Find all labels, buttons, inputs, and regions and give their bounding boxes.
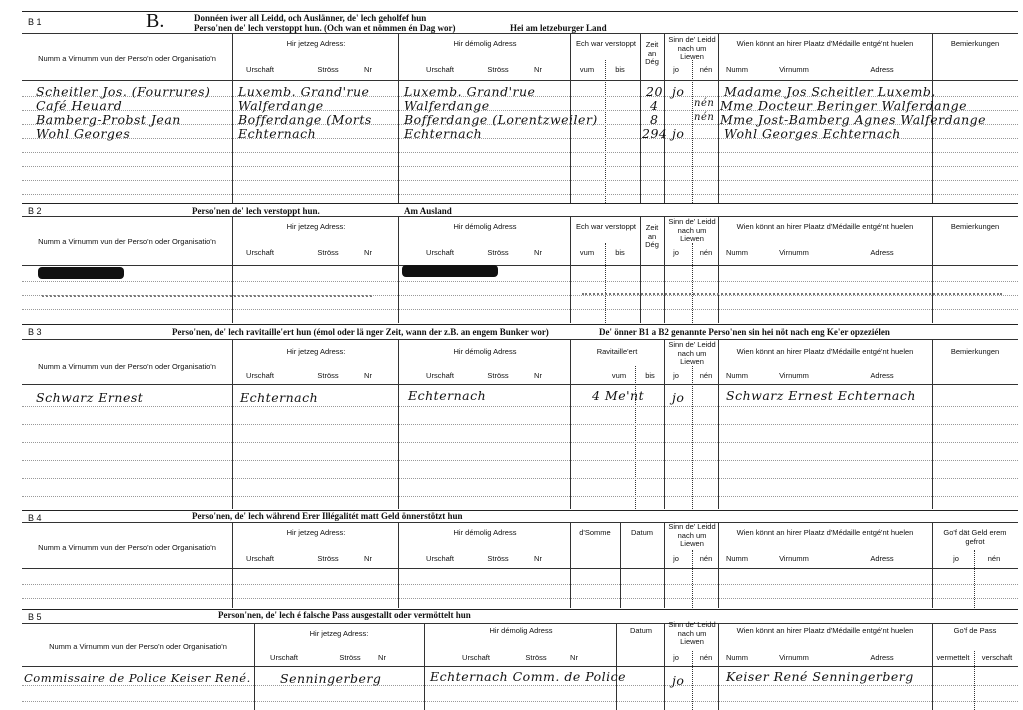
header-vum: vum [579,65,595,74]
header-bottom-line [22,80,1018,81]
header-old-address: Hir démolig Adress [453,347,517,356]
header-nen: nén [699,554,713,563]
days: 8 [650,112,659,127]
header-name: Numm a Virnumm vun der Perso'n oder Organisatio'n [38,237,216,246]
section-title: Perso'nen, de' lech während Erer Illégalitét matt Geld önnerstötzt hun [192,511,463,521]
section-side-title: Am Ausland [404,206,452,216]
days: 294 [642,126,668,141]
section-title: Donnéen iwer all Leidd, och Auslänner, de' lech geholfef hun [194,13,427,23]
header-nr: Nr [364,248,372,257]
header-stross: Ströss [317,371,339,380]
section-side-title: De' önner B1 a B2 genannte Perso'nen sin hei nöt nach eng Ke'er opzeziélen [599,327,890,337]
header-date: Datum [630,528,654,537]
header-remarks: Bemierkungen [950,347,1000,356]
header-virnumm: Virnumm [779,371,809,380]
header-living: Sinn de' Leidd nach um Liewen [668,620,716,647]
current-address: Walferdange [238,98,324,113]
header-urschaft: Urschaft [426,554,454,563]
header-urschaft: Urschaft [426,65,454,74]
section-code: B 5 [28,612,42,622]
header-jo: jo [673,371,679,380]
header-urschaft: Urschaft [426,371,454,380]
header-adress: Adress [870,653,894,662]
header-stross: Ströss [525,653,547,662]
header-nr: Nr [534,371,542,380]
person-name: Scheitler Jos. (Fourrures) [36,84,211,99]
header-living: Sinn de' Leidd nach um Liewen [668,340,716,367]
current-address: Echternach [238,126,317,141]
header-nen: nén [699,653,713,662]
header-urschaft: Urschaft [426,248,454,257]
section-b4 [22,510,1018,608]
header-stross: Ströss [317,248,339,257]
header-medal: Wien könnt an hirer Plaatz d'Médaille entgé'nt huelen [736,222,914,231]
header-adress: Adress [870,554,894,563]
days: 4 [650,98,659,113]
section-b3 [22,324,1018,509]
header-numm: Numm [725,653,749,662]
header-adress: Adress [870,65,894,74]
header-nen: nén [699,248,713,257]
header-stross: Ströss [339,653,361,662]
header-name: Numm a Virnumm vun der Perso'n oder Organisatio'n [38,362,216,371]
current-address: Luxemb. Grand'rue [238,84,370,99]
alive: nén [694,98,715,109]
header-current-address: Hir jetzeg Adress: [286,39,346,48]
header-current-address: Hir jetzeg Adress: [286,528,346,537]
header-stross: Ströss [317,65,339,74]
medal-recipient: Schwarz Ernest Echternach [726,388,916,403]
alive: jo [672,84,685,99]
header-living: Sinn de' Leidd nach um Liewen [668,522,716,549]
section-code: B 1 [28,17,42,27]
person-name: Schwarz Ernest [36,390,144,405]
header-old-address: Hir démolig Adress [453,39,517,48]
header-nr: Nr [534,65,542,74]
header-jo: jo [673,554,679,563]
header-jo: jo [673,248,679,257]
days: 20 [646,84,663,99]
section-side-title: Hei am letzeburger Land [510,23,607,33]
header-living: Sinn de' Leidd nach um Liewen [668,217,716,244]
section-divider [22,11,1018,12]
section-code: B 2 [28,206,42,216]
medal-recipient: Wohl Georges Echternach [724,126,901,141]
header-numm: Numm [725,248,749,257]
header-nr: Nr [378,653,386,662]
header-name: Numm a Virnumm vun der Perso'n oder Organisatio'n [49,642,227,651]
medal-recipient: Keiser René Senningerberg [726,669,914,684]
section-b5 [22,609,1018,710]
medal-recipient: Mme Docteur Beringer Walferdange [720,98,968,113]
header-virnumm: Virnumm [779,65,809,74]
header-urschaft: Urschaft [462,653,490,662]
old-address: Echternach [404,126,483,141]
header-stross: Ströss [317,554,339,563]
header-name: Numm a Virnumm vun der Perso'n oder Organisatio'n [38,54,216,63]
header-numm: Numm [725,554,749,563]
header-nr: Nr [364,554,372,563]
header-current-address: Hir jetzeg Adress: [286,222,346,231]
header-pass-given: Go'f de Pass [953,626,997,635]
header-hidden: Ech war verstoppt [575,39,637,48]
old-address: Echternach Comm. de Police [430,669,627,684]
header-nr: Nr [534,248,542,257]
header-adress: Adress [870,371,894,380]
header-medal: Wien könnt an hirer Plaatz d'Médaille entgé'nt huelen [736,528,914,537]
person-name: Café Heuard [36,98,123,113]
header-adress: Adress [870,248,894,257]
alive: jo [672,126,685,141]
header-remarks: Bemierkungen [950,222,1000,231]
header-stross: Ströss [487,248,509,257]
header-nr: Nr [364,65,372,74]
alive: nén [694,112,715,123]
header-medal: Wien könnt an hirer Plaatz d'Médaille entgé'nt huelen [736,626,914,635]
section-code: B 4 [28,513,42,523]
header-stross: Ströss [487,371,509,380]
alive: jo [672,390,685,405]
header-stross: Ströss [487,65,509,74]
header-urschaft: Urschaft [270,653,298,662]
header-urschaft: Urschaft [246,248,274,257]
header-nr: Nr [570,653,578,662]
header-vum: vum [611,371,627,380]
header-jo: jo [673,65,679,74]
header-zeit: Zeit an Dég [645,40,659,67]
redaction-mark [402,265,498,277]
header-money-returned: Go'f dät Geld erem gefrot [943,528,1007,546]
old-address: Luxemb. Grand'rue [404,84,536,99]
table-top-line [22,33,1018,34]
header-name: Numm a Virnumm vun der Perso'n oder Organisatio'n [38,543,216,552]
redaction-mark [38,267,124,279]
header-nr: Nr [364,371,372,380]
header-jo: jo [953,554,959,563]
header-date: Datum [629,626,653,635]
medal-recipient: Mme Jost-Bamberg Agnes Walferdange [720,112,987,127]
header-zeit: Zeit an Dég [645,223,659,250]
header-hidden: Ech war verstoppt [575,222,637,231]
old-address: Walferdange [404,98,490,113]
section-b1 [22,0,1018,205]
header-living: Sinn de' Leidd nach um Liewen [668,35,716,62]
header-bis: bis [645,371,655,380]
header-nen: nén [699,371,713,380]
section-code: B 3 [28,327,42,337]
person-name: Bamberg-Probst Jean [36,112,181,127]
header-arranged: vermettelt [936,653,970,662]
header-procured: verschaft [981,653,1013,662]
header-current-address: Hir jetzeg Adress: [286,347,346,356]
current-address: Bofferdange (Morts [238,112,372,127]
header-nr: Nr [534,554,542,563]
header-stross: Ströss [487,554,509,563]
current-address: Echternach [240,390,319,405]
header-numm: Numm [725,371,749,380]
header-urschaft: Urschaft [246,554,274,563]
header-medal: Wien könnt an hirer Plaatz d'Médaille entgé'nt huelen [736,347,914,356]
header-virnumm: Virnumm [779,554,809,563]
medal-recipient: Madame Jos Scheitler Luxemb. [724,84,936,99]
header-jo: jo [673,653,679,662]
old-address: Bofferdange (Lorentzweiler) [404,112,598,127]
header-numm: Numm [725,65,749,74]
section-letter: B. [146,10,165,32]
header-urschaft: Urschaft [246,371,274,380]
header-virnumm: Virnumm [779,248,809,257]
old-address: Echternach [408,388,487,403]
section-title: Perso'nen, de' lech ravitaille'ert hun (émol oder lä nger Zeit, wann der z.B. an engem Bunker wor) [172,327,549,337]
person-name: Wohl Georges [36,126,131,141]
person-name: Commissaire de Police Keiser René. [24,671,251,685]
header-virnumm: Virnumm [779,653,809,662]
header-ravitailleert: Ravitaille'ert [596,347,638,356]
current-address: Senningerberg [280,671,382,686]
header-old-address: Hir démolig Adress [489,626,553,635]
supply-period: 4 Me'nt [592,388,645,403]
header-old-address: Hir démolig Adress [453,528,517,537]
alive: jo [672,673,685,688]
header-bis: bis [615,65,625,74]
header-vum: vum [579,248,595,257]
section-title: Perso'nen de' lech verstoppt hun. [192,206,320,216]
header-old-address: Hir démolig Adress [453,222,517,231]
header-bis: bis [615,248,625,257]
header-remarks: Bemierkungen [950,39,1000,48]
section-subtitle: Perso'nen de' lech verstoppt hun. (Och wan et nömmen én Dag wor) [194,23,456,33]
section-b2 [22,203,1018,323]
header-nen: nén [987,554,1001,563]
header-nen: nén [699,65,713,74]
header-sum: d'Somme [579,528,611,537]
header-urschaft: Urschaft [246,65,274,74]
header-medal: Wien könnt an hirer Plaatz d'Médaille entgé'nt huelen [736,39,914,48]
section-title: Person'nen, de' lech é falsche Pass ausgestallt oder vermöttelt hun [218,610,471,620]
header-current-address: Hir jetzeg Adress: [309,629,369,638]
